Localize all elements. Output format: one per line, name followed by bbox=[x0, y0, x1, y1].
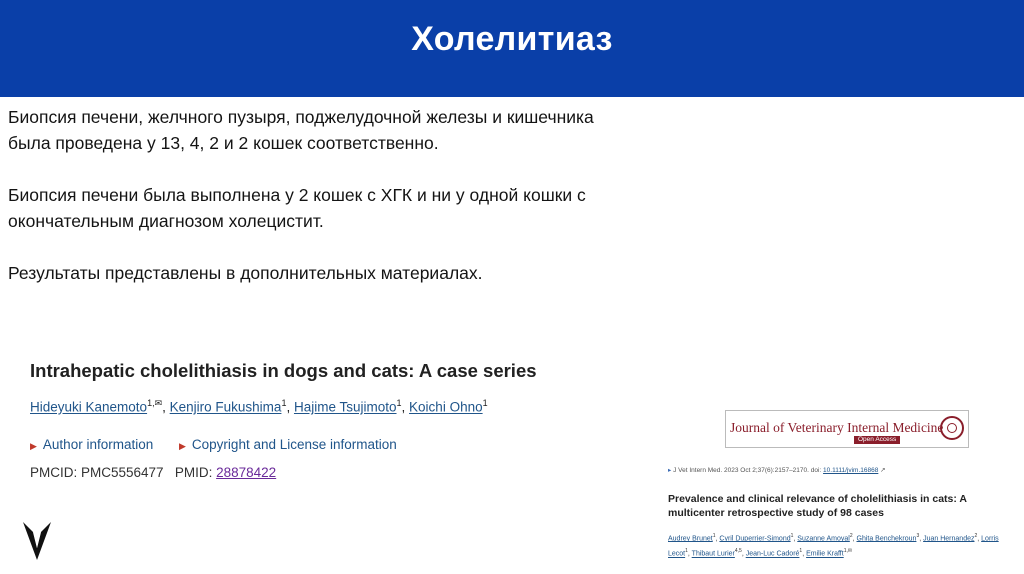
triangle-right-icon: ▶ bbox=[30, 440, 37, 451]
ref1-identifiers bbox=[30, 465, 590, 480]
author-affiliation: 2 bbox=[974, 533, 978, 539]
ref1-links bbox=[30, 437, 590, 452]
triangle-right-icon: ▶ bbox=[179, 440, 186, 451]
author-affiliation: 1 bbox=[281, 398, 287, 408]
paragraph-2: Биопсия печени была выполнена у 2 кошек с ХГК и ни у одной кошки с окончательным диагнозом холецистит. bbox=[8, 185, 586, 231]
reference-1-screenshot bbox=[30, 360, 590, 480]
paragraph-1: Биопсия печени, желчного пузыря, поджелудочной железы и кишечника была проведена у 13, 4, 2 и 2 кошек соответственно. bbox=[8, 107, 594, 153]
author-link[interactable]: Emilie Krafft bbox=[806, 550, 844, 558]
author-link[interactable]: Hideyuki Kanemoto bbox=[30, 399, 148, 415]
author-link[interactable]: Lorris Lecot bbox=[668, 535, 999, 558]
author-affiliation: 4,5 bbox=[734, 548, 742, 555]
ref2-title: Prevalence and clinical relevance of cholelithiasis in cats: A multicenter retrospective study of 98 cases bbox=[668, 493, 967, 519]
body-text bbox=[8, 104, 608, 312]
author-link[interactable]: Thibaut Lurier bbox=[691, 550, 735, 558]
author-link[interactable]: Hajime Tsujimoto bbox=[293, 399, 397, 415]
author-link[interactable]: Cyril Duperrier-Simond bbox=[719, 535, 791, 543]
author-affiliation: 1 bbox=[482, 398, 488, 408]
author-link[interactable]: Koichi Ohno bbox=[409, 399, 483, 415]
slide-title: Холелитиаз bbox=[411, 20, 613, 58]
pmid-label: PMID: bbox=[174, 464, 213, 480]
ref2-citation bbox=[668, 466, 886, 474]
v-shield-logo-icon bbox=[22, 520, 52, 562]
author-affiliation: 1 bbox=[790, 533, 794, 539]
paragraph-3: Результаты представлены в дополнительных материалах. bbox=[8, 263, 483, 283]
copyright-license-link[interactable]: Copyright and License information bbox=[191, 436, 397, 452]
pmcid: PMCID: PMC5556477 bbox=[30, 464, 164, 480]
author-information-link[interactable]: Author information bbox=[42, 436, 154, 452]
author-affiliation: 2 bbox=[849, 533, 853, 539]
doi-link[interactable]: 10.1111/jvim.16868 bbox=[823, 467, 879, 474]
author-link[interactable]: Jean-Luc Cadoré bbox=[745, 550, 800, 558]
author-affiliation: 3 bbox=[916, 533, 920, 539]
author-affiliation: 1,✉ bbox=[147, 398, 163, 408]
triangle-right-icon: ▸ bbox=[668, 467, 672, 474]
ref2-authors: Audrey Brunet$^1$, Cyril Duperrier-Simond$^1$, Suzanne Amoyal$^2$, Ghita Benchekroun$^3$, Juan Hernandez$^2$, Lorris Lecot$^1$, Thibaut Lurier$^{4,5}$, Jean-Luc Cadoré$^1$, Emilie Krafft$^{1,✉}$ bbox=[668, 533, 999, 558]
pmid-link[interactable]: 28878422 bbox=[216, 464, 277, 480]
author-link[interactable]: Juan Hernandez bbox=[923, 535, 975, 543]
author-affiliation: 1,✉ bbox=[843, 548, 853, 555]
journal-name: Journal of Veterinary Internal Medicine bbox=[730, 420, 944, 435]
author-link[interactable]: Ghita Benchekroun bbox=[856, 535, 917, 543]
author-link[interactable]: Suzanne Amoyal bbox=[797, 535, 850, 543]
ref1-title: Intrahepatic cholelithiasis in dogs and cats: A case series bbox=[30, 360, 537, 381]
slide-header bbox=[0, 0, 1024, 97]
author-link[interactable]: Audrey Brunet bbox=[668, 535, 713, 543]
ref1-authors: Hideyuki Kanemoto$^{1,✉}$, Kenjiro Fukushima$^1$, Hajime Tsujimoto$^1$, Koichi Ohno$^1$ bbox=[30, 398, 488, 415]
journal-seal-icon bbox=[940, 416, 964, 440]
author-affiliation: 1 bbox=[799, 548, 803, 555]
author-affiliation: 1 bbox=[396, 398, 402, 408]
author-affiliation: 1 bbox=[685, 548, 688, 555]
author-link[interactable]: Kenjiro Fukushima bbox=[169, 399, 282, 415]
open-access-badge: Open Access bbox=[854, 436, 900, 444]
citation-text: J Vet Intern Med. 2023 Oct 2;37(6):2157–2170. doi: bbox=[673, 467, 822, 474]
journal-logo bbox=[725, 410, 969, 448]
external-link-icon: ↗ bbox=[880, 467, 886, 474]
author-affiliation: 1 bbox=[712, 533, 716, 539]
